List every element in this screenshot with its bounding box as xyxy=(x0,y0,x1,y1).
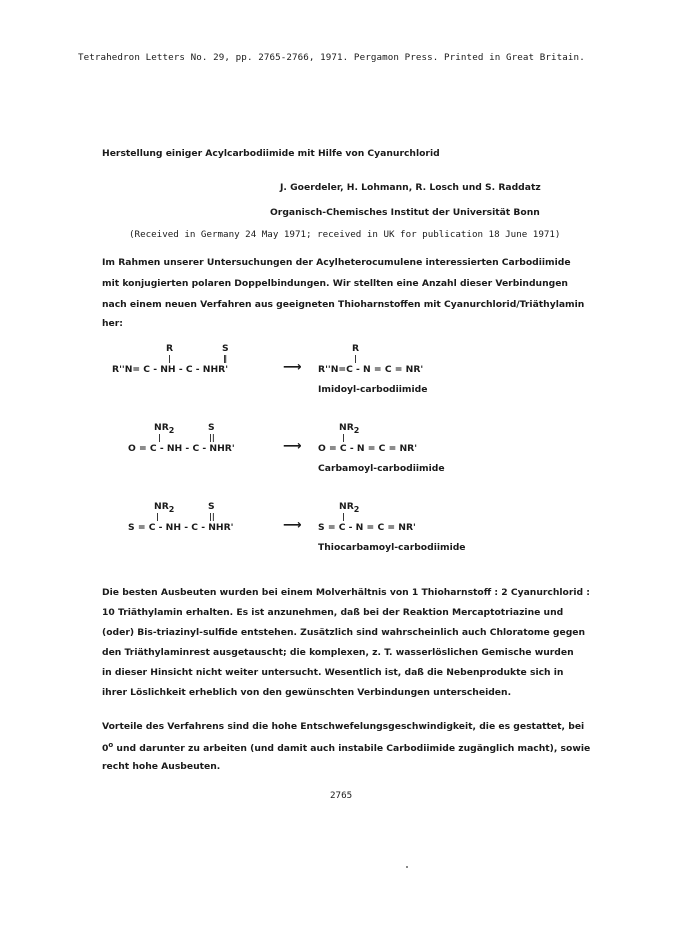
reaction-3-substituent-left-1-subscript: 2 xyxy=(168,504,175,514)
institute: Organisch-Chemisches Institut der Universität Bonn xyxy=(270,207,540,218)
reaction-1-substituent-left-1: R xyxy=(166,343,174,354)
reaction-2-product: O = C - N = C = NR' xyxy=(318,443,418,454)
author-list: J. Goerdeler, H. Lohmann, R. Losch und S. Raddatz xyxy=(280,182,541,193)
reaction-1-substituent-left-2: S xyxy=(222,343,229,354)
advantages-line-3: recht hohe Ausbeuten. xyxy=(102,761,221,772)
received-dates: (Received in Germany 24 May 1971; received in UK for publication 18 June 1971) xyxy=(129,229,561,240)
reaction-2-substituent-right-subscript: 2 xyxy=(353,425,360,435)
body-line-2: 10 Triäthylamin erhalten. Es ist anzunehmen, daß bei der Reaktion Mercaptotriazine und xyxy=(102,607,564,618)
reaction-1-substituent-right: R xyxy=(352,343,360,354)
reaction-3-bond-right: | xyxy=(342,512,345,521)
advantages-line-2 xyxy=(102,741,590,754)
reaction-3-arrow: ⟶ xyxy=(283,518,302,533)
reaction-1-product: R''N=C - N = C = NR' xyxy=(318,364,424,375)
reaction-2-bond-right: | xyxy=(342,433,345,442)
body-line-4: den Triäthylaminrest ausgetauscht; die komplexen, z. T. wasserlöslichen Gemische wurden xyxy=(102,647,574,658)
scan-speck xyxy=(406,866,408,868)
reaction-2-reactant: O = C - NH - C - NHR' xyxy=(128,443,235,454)
reaction-2-arrow: ⟶ xyxy=(283,439,302,454)
body-line-6: ihrer Löslichkeit erheblich von den gewünschten Verbindungen unterscheiden. xyxy=(102,687,512,698)
reaction-1-bond-left-1: | xyxy=(168,354,171,363)
reaction-2-substituent-left-1-text: NR xyxy=(154,422,169,433)
reaction-2-product-name: Carbamoyl-carbodiimide xyxy=(318,463,445,474)
reaction-2-bond-left-2: || xyxy=(209,433,215,442)
body-line-3: (oder) Bis-triazinyl-sulfide entstehen. Zusätzlich sind wahrscheinlich auch Chloratome gegen xyxy=(102,627,586,638)
body-line-1: Die besten Ausbeuten wurden bei einem Molverhältnis von 1 Thioharnstoff : 2 Cyanurchlorid : xyxy=(102,587,590,598)
reaction-1-reactant: R''N= C - NH - C - NHR' xyxy=(112,364,229,375)
intro-line-3: nach einem neuen Verfahren aus geeigneten Thioharnstoffen mit Cyanurchlorid/Triäthylamin xyxy=(102,299,585,310)
reaction-3-substituent-right-text: NR xyxy=(339,501,354,512)
reaction-3-substituent-right-subscript: 2 xyxy=(353,504,360,514)
page-number: 2765 xyxy=(330,790,353,801)
advantages-line-2-text: und darunter zu arbeiten (und damit auch instabile Carbodiimide zugänglich macht), sowie xyxy=(113,743,591,755)
reaction-1-arrow: ⟶ xyxy=(283,360,302,375)
advantages-degree-sign: o xyxy=(108,741,114,749)
reaction-3-product-name: Thiocarbamoyl-carbodiimide xyxy=(318,542,466,553)
advantages-temperature-value: 0 xyxy=(102,743,109,755)
reaction-2-substituent-left-1-subscript: 2 xyxy=(168,425,175,435)
intro-line-4: her: xyxy=(102,318,123,329)
journal-header: Tetrahedron Letters No. 29, pp. 2765-2766, 1971. Pergamon Press. Printed in Great Britain. xyxy=(78,52,585,63)
reaction-3-bond-left-1: | xyxy=(156,512,159,521)
reaction-3-product: S = C - N = C = NR' xyxy=(318,522,416,533)
reaction-1-product-name: Imidoyl-carbodiimide xyxy=(318,384,428,395)
reaction-2-bond-left-1: | xyxy=(158,433,161,442)
advantages-line-1: Vorteile des Verfahrens sind die hohe Entschwefelungsgeschwindigkeit, die es gestattet, bei xyxy=(102,721,585,732)
reaction-1-bond-right: | xyxy=(354,354,357,363)
reaction-1-bond-left-2: ‖ xyxy=(223,354,227,363)
reaction-3-reactant: S = C - NH - C - NHR' xyxy=(128,522,234,533)
reaction-3-substituent-left-2: S xyxy=(208,501,215,512)
body-line-5: in dieser Hinsicht nicht weiter untersucht. Wesentlich ist, daß die Nebenprodukte sich in xyxy=(102,667,564,678)
reaction-2-substituent-left-2: S xyxy=(208,422,215,433)
reaction-3-bond-left-2: || xyxy=(209,512,215,521)
reaction-3-substituent-left-1-text: NR xyxy=(154,501,169,512)
intro-line-2: mit konjugierten polaren Doppelbindungen. Wir stellten eine Anzahl dieser Verbindungen xyxy=(102,278,568,289)
intro-line-1: Im Rahmen unserer Untersuchungen der Acylheterocumulene interessierten Carbodiimide xyxy=(102,257,571,268)
article-title: Herstellung einiger Acylcarbodiimide mit Hilfe von Cyanurchlorid xyxy=(102,148,440,159)
reaction-2-substituent-right-text: NR xyxy=(339,422,354,433)
